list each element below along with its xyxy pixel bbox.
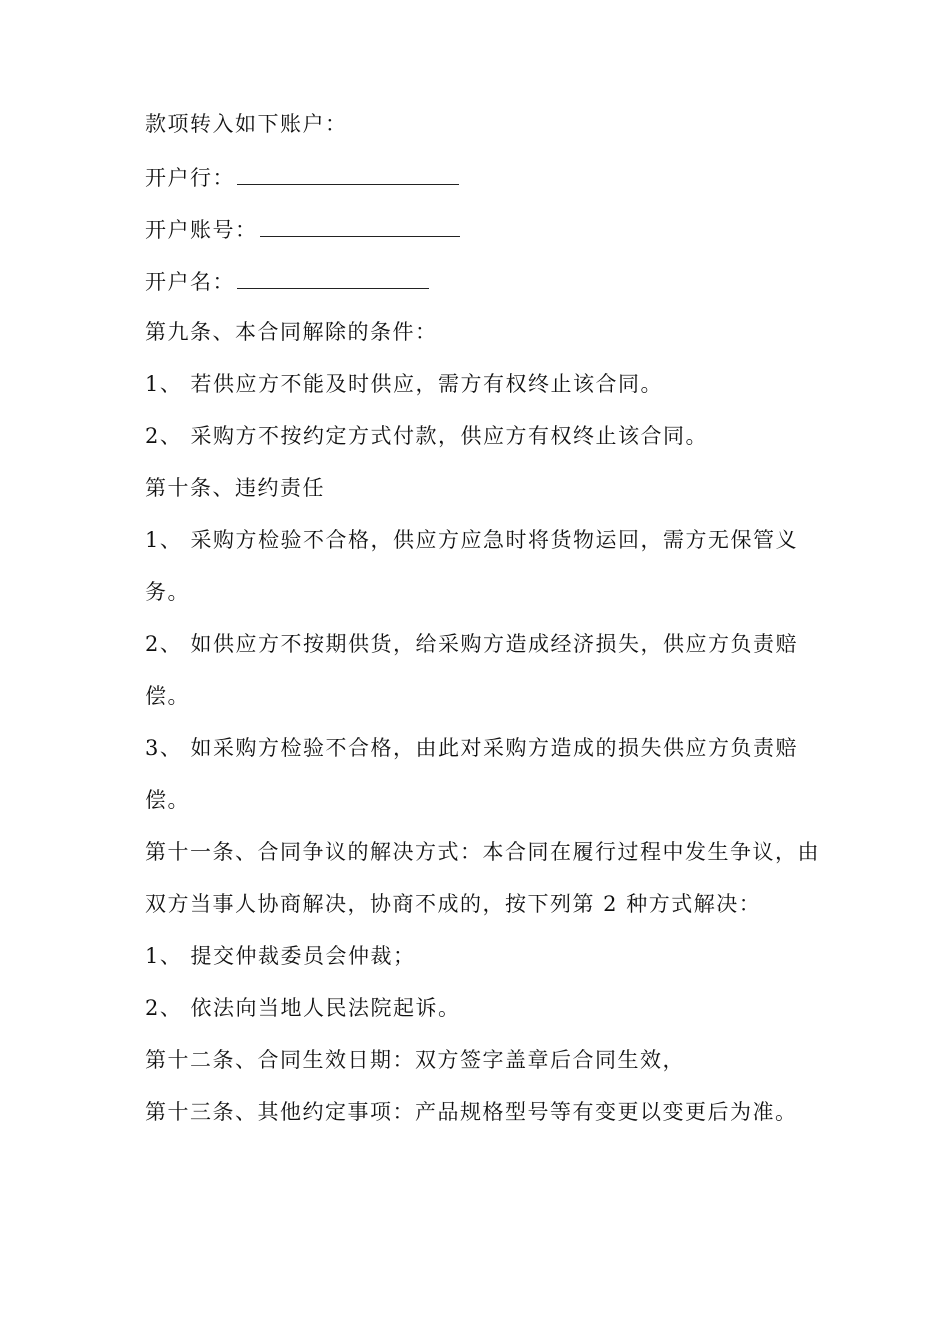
account-name-label: 开户名：	[145, 270, 235, 294]
article-10-title: 第十条、违约责任	[145, 476, 325, 500]
account-no-row	[145, 208, 825, 260]
account-name-blank-field[interactable]	[237, 260, 429, 289]
article-11: 第十一条、合同争议的解决方式：本合同在履行过程中发生争议，由	[145, 840, 820, 864]
article-11-item-2: 2、 依法向当地人民法院起诉。	[145, 996, 461, 1020]
bank-label: 开户行：	[145, 166, 235, 190]
bank-blank-field[interactable]	[237, 156, 459, 185]
article-13: 第十三条、其他约定事项：产品规格型号等有变更以变更后为准。	[145, 1100, 798, 1124]
account-name-row	[145, 260, 825, 312]
article-10-item-3: 3、 如采购方检验不合格，由此对采购方造成的损失供应方负责赔	[145, 736, 799, 760]
bank-row	[145, 156, 825, 208]
article-10-item-1-cont: 务。	[145, 580, 190, 604]
article-10-item-1: 1、 采购方检验不合格，供应方应急时将货物运回，需方无保管义	[145, 528, 799, 552]
article-9-item-2: 2、 采购方不按约定方式付款，供应方有权终止该合同。	[145, 424, 709, 448]
article-9-title: 第九条、本合同解除的条件：	[145, 320, 438, 344]
account-intro: 款项转入如下账户：	[145, 112, 348, 136]
article-10-item-3-cont: 偿。	[145, 788, 190, 812]
contract-body	[145, 104, 825, 1144]
article-11-item-1: 1、 提交仲裁委员会仲裁；	[145, 944, 416, 968]
article-10-item-2: 2、 如供应方不按期供货，给采购方造成经济损失，供应方负责赔	[145, 632, 799, 656]
account-no-blank-field[interactable]	[260, 208, 460, 237]
account-no-label: 开户账号：	[145, 218, 258, 242]
article-12: 第十二条、合同生效日期：双方签字盖章后合同生效，	[145, 1048, 685, 1072]
article-9-item-1: 1、 若供应方不能及时供应，需方有权终止该合同。	[145, 372, 664, 396]
article-11-cont: 双方当事人协商解决，协商不成的，按下列第 2 种方式解决：	[145, 892, 762, 916]
article-10-item-2-cont: 偿。	[145, 684, 190, 708]
